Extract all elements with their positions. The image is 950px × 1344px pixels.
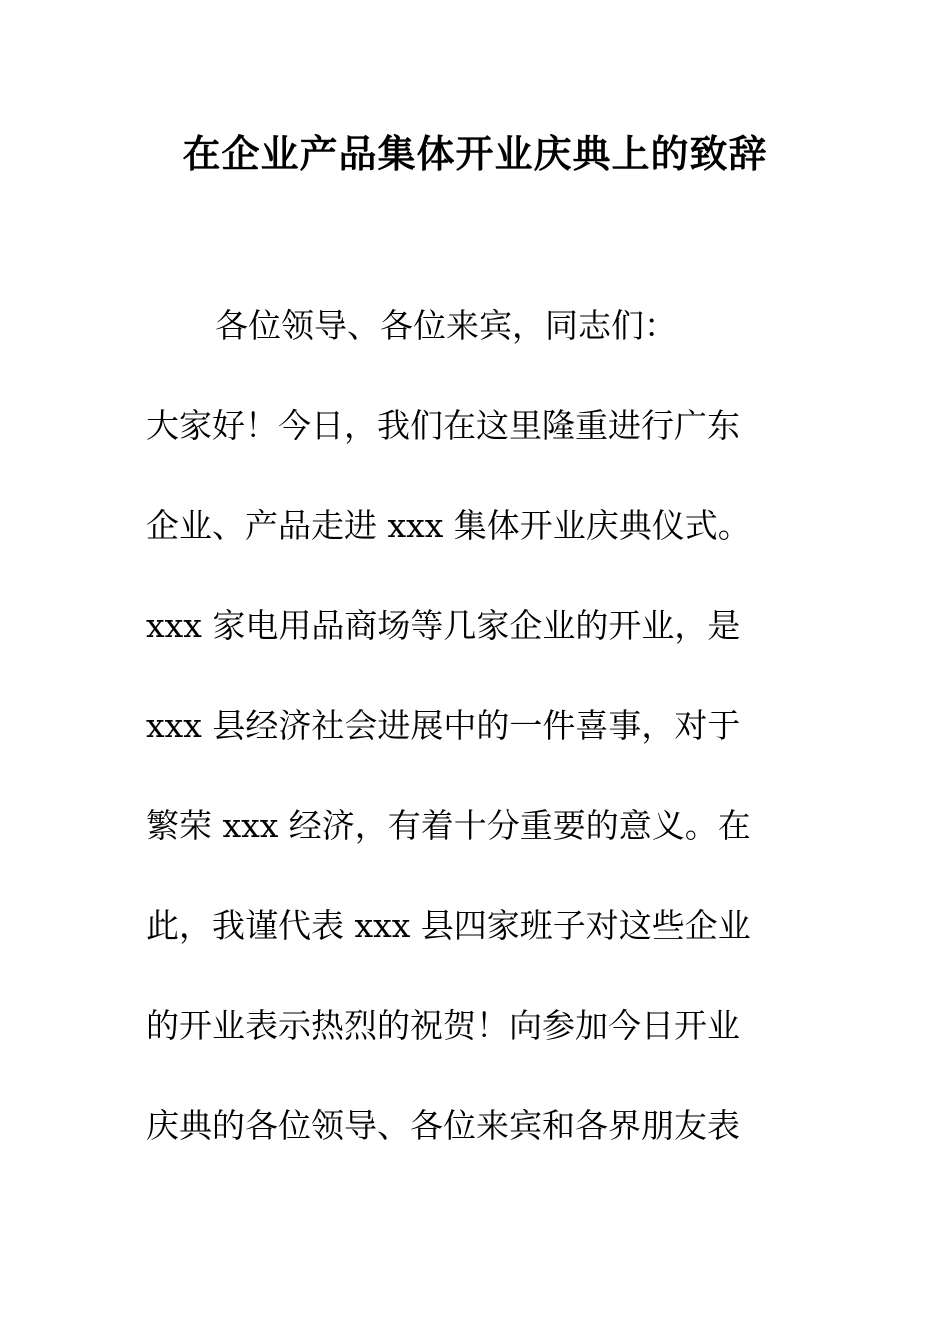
body-line: 此，我谨代表 xxx 县四家班子对这些企业 xyxy=(146,906,751,945)
document-title: 在企业产品集体开业庆典上的致辞 xyxy=(182,132,768,176)
body-line: 企业、产品走进 xxx 集体开业庆典仪式。 xyxy=(146,506,751,545)
body-line: 庆典的各位领导、各位来宾和各界朋友表 xyxy=(146,1106,740,1145)
body-line: xxx 家电用品商场等几家企业的开业，是 xyxy=(146,606,741,645)
body-line: 的开业表示热烈的祝贺！向参加今日开业 xyxy=(146,1006,740,1045)
body-line: 繁荣 xxx 经济，有着十分重要的意义。在 xyxy=(146,806,751,845)
body-line: 大家好！今日，我们在这里隆重进行广东 xyxy=(146,406,740,445)
body-line: xxx 县经济社会进展中的一件喜事，对于 xyxy=(146,706,741,745)
salutation-line: 各位领导、各位来宾，同志们： xyxy=(215,306,677,345)
